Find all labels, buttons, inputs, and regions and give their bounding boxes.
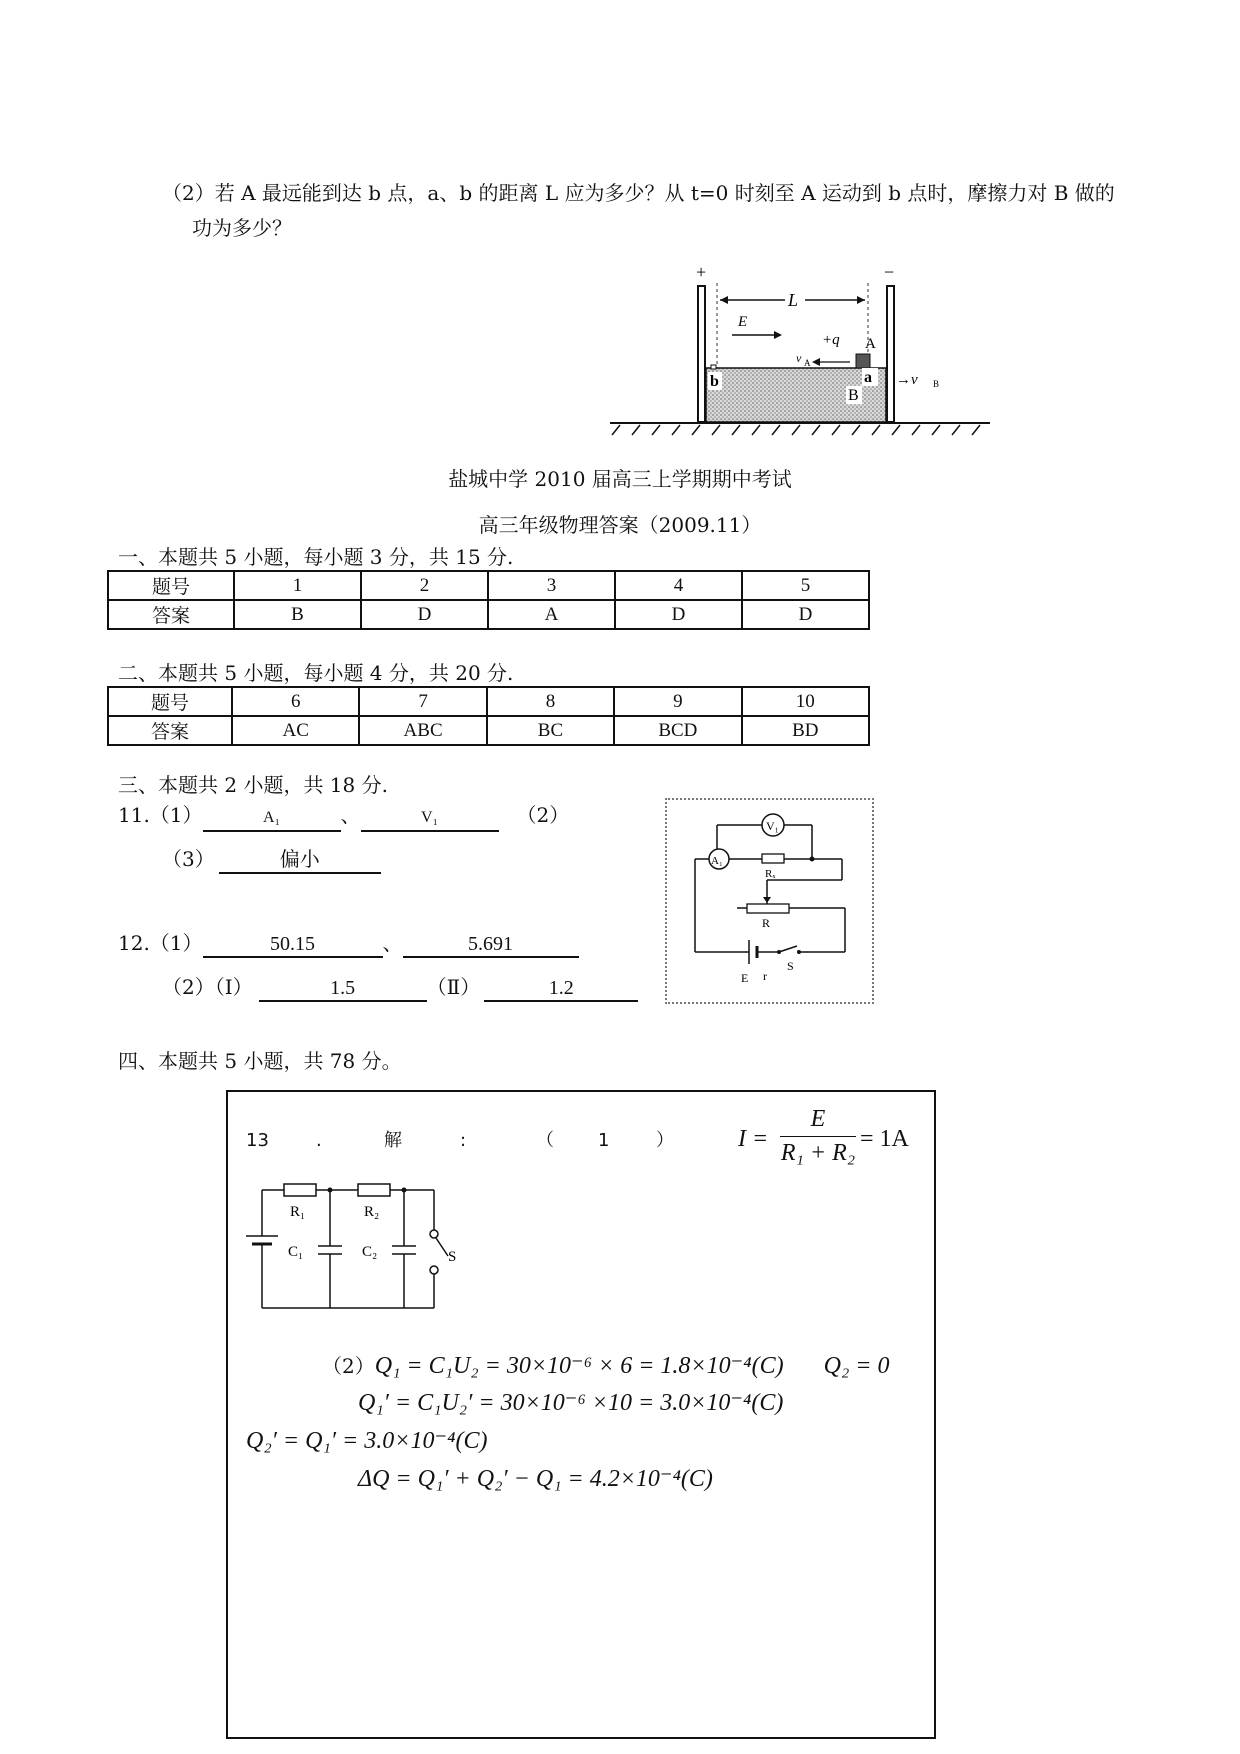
row-label-question: 题号 (108, 687, 232, 716)
q11-answer-2: V₁ (361, 806, 499, 832)
capacitor-circuit (242, 1168, 472, 1318)
label-A1: A₁ (711, 855, 723, 867)
switch-icon (430, 1230, 438, 1238)
question-number: 10 (742, 687, 869, 716)
part1-heading: 一、本题共 5 小题，每小题 3 分，共 15 分. (118, 545, 514, 569)
answer-cell: ABC (359, 716, 486, 745)
resistor-R2 (358, 1184, 390, 1196)
equation-line-2: （2）Q₁ = C₁U₂ = 30×10⁻⁶ × 6 = 1.8×10⁻⁴(C) Q₂ = 0 (322, 1353, 890, 1379)
question-line-2: 功为多少？ (192, 216, 292, 240)
label-B: B (848, 387, 859, 404)
part1-answer-table (107, 570, 870, 630)
label-E: E (741, 971, 749, 985)
plus-sign: + (696, 262, 707, 282)
equation-result: = 1A (860, 1126, 909, 1152)
part2-answer-table (107, 686, 870, 746)
answer-cell: BCD (614, 716, 741, 745)
label-R1: R₁ (290, 1204, 306, 1220)
part2-heading: 二、本题共 5 小题，每小题 4 分，共 20 分. (118, 661, 514, 685)
label-R2: R₂ (364, 1204, 380, 1220)
q12-part2-label: （2）（Ⅰ） (162, 975, 253, 999)
q11-line-2 (162, 846, 381, 874)
answer-cell: D (361, 600, 488, 629)
question-number: 8 (487, 687, 614, 716)
q12-line-2 (162, 974, 638, 1002)
label-b: b (710, 373, 719, 390)
q12-answer-4: 1.2 (484, 976, 638, 1002)
q12-separator: 、 (382, 931, 403, 955)
label-vA-sub: A (804, 358, 811, 368)
circuit-diagram-box (665, 798, 874, 1004)
question-number: 3 (488, 571, 615, 600)
equation-line-5: ΔQ = Q₁′ + Q₂′ − Q₁ = 4.2×10⁻⁴(C) (358, 1466, 713, 1492)
question-number: 9 (614, 687, 741, 716)
q12-answer-2: 5.691 (403, 932, 579, 958)
label-S: S (787, 959, 794, 973)
question-number: 1 (234, 571, 361, 600)
q11-line-1 (118, 802, 569, 832)
q11-answer-3: 偏小 (219, 848, 381, 874)
part4-heading: 四、本题共 5 小题，共 78 分。 (118, 1049, 402, 1073)
fraction-bar (780, 1136, 856, 1137)
right-plate (887, 286, 894, 422)
question-number: 5 (742, 571, 869, 600)
solution-head: 13 . 解 : （ 1 ） (246, 1130, 674, 1151)
equation-line-4: Q₂′ = Q₁′ = 3.0×10⁻⁴(C) (246, 1428, 488, 1454)
resistor-Rx (762, 854, 784, 863)
label-L: L (788, 290, 799, 310)
q11-part3-label: （3） (162, 847, 215, 871)
answer-cell: AC (232, 716, 359, 745)
label-C1: C₁ (288, 1244, 304, 1260)
question-number: 4 (615, 571, 742, 600)
question-number: 2 (361, 571, 488, 600)
equation-line-3: Q₁′ = C₁U₂′ = 30×10⁻⁶ ×10 = 3.0×10⁻⁴(C) (358, 1390, 784, 1416)
fraction-denominator: R₁ + R₂ (780, 1140, 856, 1166)
page-subtitle: 高三年级物理答案（2009.11） (478, 513, 762, 537)
table-row (108, 687, 869, 716)
q11-answer-1: A₁ (203, 806, 341, 832)
q11-separator: 、 (340, 803, 361, 827)
label-A: A (865, 336, 876, 352)
q12-answer-1: 50.15 (203, 932, 383, 958)
rheostat-R (747, 904, 789, 913)
row-label-question: 题号 (108, 571, 234, 600)
question-line-1: （2）若 A 最远能到达 b 点，a、b 的距离 L 应为多少？从 t=0 时刻至 A 运动到 b 点时，摩擦力对 B 做的 (162, 181, 1115, 205)
label-R: R (762, 916, 771, 930)
answer-cell: B (234, 600, 361, 629)
minus-sign: − (884, 262, 895, 282)
label-V1: V₁ (766, 819, 779, 833)
answer-cell: D (615, 600, 742, 629)
question-number: 6 (232, 687, 359, 716)
q12-answer-3: 1.5 (259, 976, 427, 1002)
q12-line-1 (118, 930, 579, 958)
label-vA: v (796, 351, 802, 365)
label-Rx: Rₓ (765, 868, 776, 880)
row-label-answer: 答案 (108, 716, 232, 745)
answer-cell: A (488, 600, 615, 629)
equation-current: I = (738, 1126, 769, 1152)
block-A (856, 354, 870, 368)
q11-prefix: 11.（1） (118, 803, 203, 827)
label-S: S (448, 1249, 457, 1265)
label-vB-sub: B (933, 379, 940, 389)
label-E: E (738, 314, 748, 330)
row-label-answer: 答案 (108, 600, 234, 629)
label-q: +q (822, 332, 840, 348)
resistor-R1 (284, 1184, 316, 1196)
label-a: a (864, 369, 872, 386)
table-row (108, 716, 869, 745)
capacitor-board-figure (600, 258, 1000, 438)
answer-cell: BC (487, 716, 614, 745)
question-number: 7 (359, 687, 486, 716)
label-C2: C₂ (362, 1244, 378, 1260)
q12-prefix: 12.（1） (118, 931, 203, 955)
solution-box (226, 1090, 936, 1739)
label-r: r (763, 969, 767, 983)
table-row (108, 571, 869, 600)
fraction-numerator: E (810, 1106, 826, 1132)
answer-cell: D (742, 600, 869, 629)
q11-part2-label: （2） (516, 803, 570, 827)
measurement-circuit (667, 800, 872, 1002)
left-plate (698, 286, 705, 422)
page-title: 盐城中学 2010 届高三上学期期中考试 (448, 467, 792, 491)
q12-part2b-label: （Ⅱ） (426, 975, 481, 999)
answer-cell: BD (742, 716, 869, 745)
label-vB: →v (896, 372, 918, 388)
part3-heading: 三、本题共 2 小题，共 18 分. (118, 773, 388, 797)
table-row (108, 600, 869, 629)
